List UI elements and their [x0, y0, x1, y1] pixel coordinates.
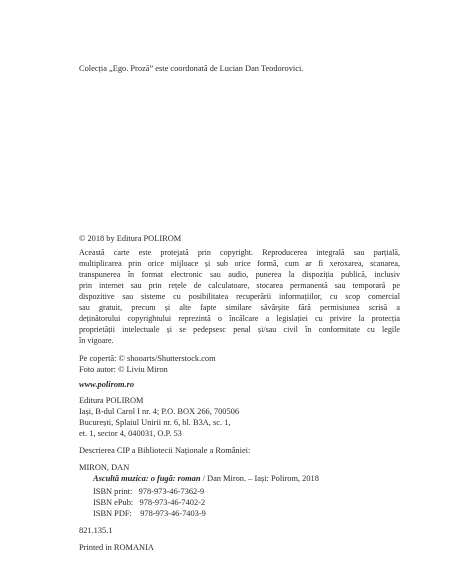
isbn-pdf: ISBN PDF: 978-973-46-7403-9	[93, 509, 206, 518]
cover-credit: Pe copertă: © shooarts/Shutterstock.com	[79, 354, 216, 363]
copyright-notice-line: prin internet sau prin rețele de calculatoare, stocarea permanentă sau temporară pe	[79, 281, 400, 291]
photo-credit: Foto autor: © Liviu Miron	[79, 365, 168, 374]
copyright-line: © 2018 by Editura POLIROM	[79, 234, 182, 243]
copyright-notice-line: proprietății intelectuale și se pedepsesc penal și/sau civil în conformitate cu legile	[79, 325, 400, 335]
copyright-notice-line: în vigoare.	[79, 336, 114, 346]
cip-title-rest: / Dan Miron. – Iași: Polirom, 2018	[200, 474, 319, 483]
publisher-name: Editura POLIROM	[79, 396, 144, 405]
copyright-notice-line: deținătorului copyrightului reprezintă o încălcare a legislației cu privire la protecția	[79, 314, 400, 324]
printed-in: Printed in ROMANIA	[79, 543, 154, 552]
publisher-address-sector: et. 1, sector 4, 040031, O.P. 53	[79, 429, 182, 438]
copyright-notice-line: sau gratuit, precum și alte fapte similare săvârșite fără permisiunea scrisă a	[79, 303, 400, 313]
copyright-notice-line: transpunerea în format electronic sau audio, punerea la dispoziția publică, inclusiv	[79, 270, 400, 280]
cip-book-title: Ascultă muzica: o fugă: roman	[93, 474, 201, 483]
copyright-notice-line: dispozitive sau sisteme cu posibilitatea recuperării informațiilor, cu scop comercial	[79, 292, 400, 302]
cip-author: MIRON, DAN	[79, 463, 130, 472]
cip-heading: Descrierea CIP a Bibliotecii Naționale a României:	[79, 446, 251, 455]
copyright-notice-line: multiplicarea prin orice mijloace și sub orice formă, cum ar fi xeroxarea, scanarea,	[79, 259, 400, 269]
isbn-epub: ISBN ePub: 978-973-46-7402-2	[93, 498, 206, 507]
classification-code: 821.135.1	[79, 526, 113, 535]
series-note: Colecția „Ego. Proză” este coordonată de Lucian Dan Teodorovici.	[79, 64, 304, 73]
isbn-print: ISBN print: 978-973-46-7362-9	[93, 487, 205, 496]
website-link[interactable]: www.polirom.ro	[79, 380, 135, 389]
cip-title-line	[93, 473, 319, 484]
publisher-address-bucuresti: București, Splaiul Unirii nr. 6, bl. B3A, sc. 1,	[79, 418, 231, 427]
copyright-notice	[79, 247, 400, 346]
copyright-notice-line: Această carte este protejată prin copyright. Reproducerea integrală sau parțială,	[79, 248, 400, 257]
publisher-address-iasi: Iași, B-dul Carol I nr. 4; P.O. BOX 266, 700506	[79, 407, 240, 416]
